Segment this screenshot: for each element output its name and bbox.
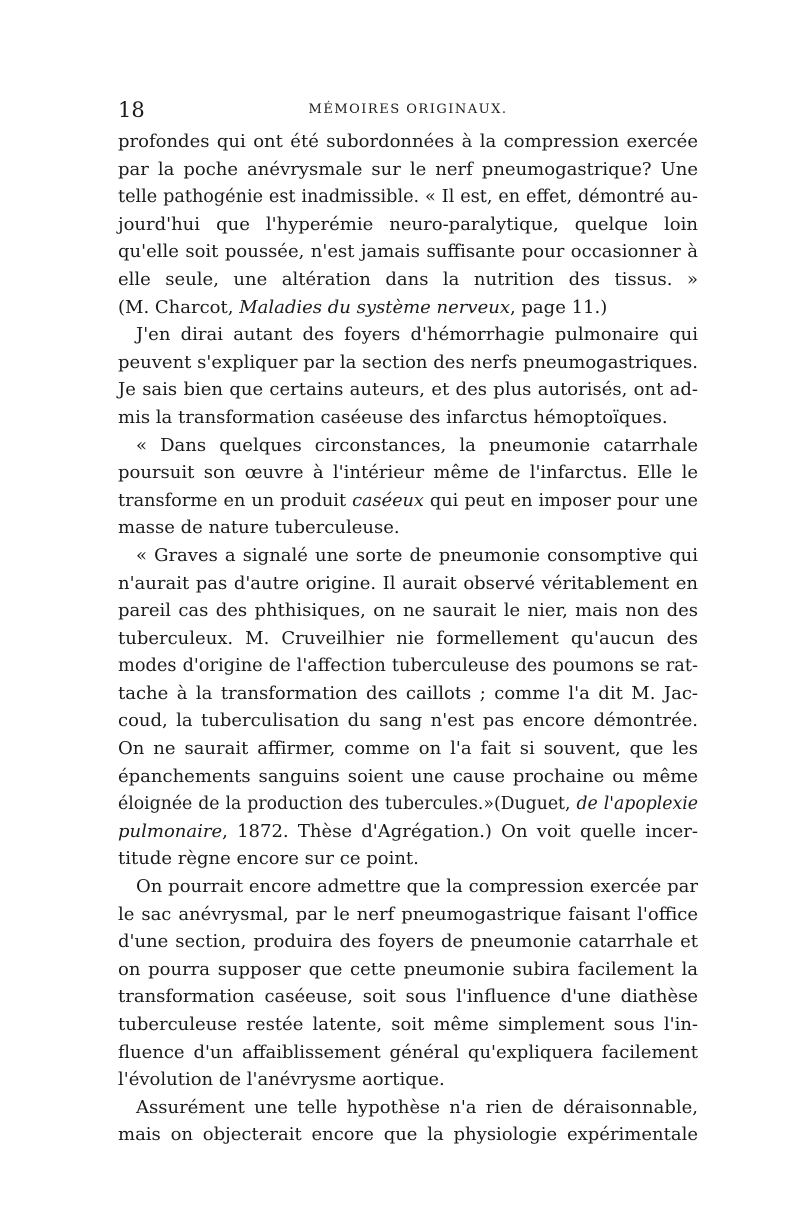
italic-text: caséeux	[352, 490, 424, 511]
line-text: par la poche anévrysmale sur le nerf pneumogastrique? Une	[118, 158, 698, 180]
line-text: (M. Charcot,	[118, 296, 240, 318]
line-text: l'évolution de l'anévrysme aortique.	[118, 1069, 445, 1091]
line-text: profondes qui ont été subordonnées à la compression exercée	[118, 131, 698, 152]
line-text: qui peut en imposer pour une	[423, 490, 698, 511]
line-text: Assurément une telle hypothèse n'a rien de déraisonnable,	[136, 1096, 698, 1118]
line-text: le sac anévrysmal, par le nerf pneumogastrique faisant l'office	[118, 903, 698, 925]
line-text: elle seule, une altération dans la nutrition des tissus. »	[118, 268, 698, 290]
text-line	[118, 459, 698, 487]
line-text: tuberculeux. M. Cruveilhier nie formellement qu'aucun des	[118, 627, 698, 649]
text-line	[118, 294, 698, 322]
text-line	[118, 983, 698, 1011]
line-text: éloignée de la production des tubercules.»(Duguet,	[118, 794, 577, 815]
line-text: modes d'origine de l'affection tuberculeuse des poumons se rat-	[118, 656, 698, 677]
text-line	[118, 570, 698, 598]
text-line	[118, 873, 698, 901]
line-text: épanchements sanguins soient une cause prochaine ou même	[118, 765, 698, 787]
line-text: tache à la transformation des caillots ; comme l'a dit M. Jac-	[118, 682, 698, 704]
line-text: On pourrait encore admettre que la compression exercée par	[136, 876, 698, 898]
text-line	[118, 238, 698, 266]
line-text: , page 11.)	[509, 296, 608, 318]
text-line	[118, 928, 698, 956]
text-line	[118, 818, 698, 846]
line-text: pareil cas des phthisiques, on ne saurait le nier, mais non des	[118, 600, 698, 622]
line-text: coud, la tuberculisation du sang n'est pas encore démontrée.	[118, 710, 698, 732]
text-line	[118, 680, 698, 708]
text-line	[118, 763, 698, 791]
line-text: fluence d'un affaiblissement général qu'expliquera facilement	[118, 1041, 698, 1063]
text-line	[118, 321, 698, 349]
text-line	[118, 845, 698, 873]
text-line	[118, 652, 698, 680]
line-text: peuvent s'expliquer par la section des nerfs pneumogastriques.	[118, 351, 698, 373]
line-text: mais on objecterait encore que la physiologie expérimentale	[118, 1124, 698, 1146]
running-head: MÉMOIRES ORIGINAUX.	[308, 102, 508, 117]
line-text: « Graves a signalé une sorte de pneumonie consomptive qui	[136, 544, 698, 566]
line-text: on pourra supposer que cette pneumonie subira facilement la	[118, 958, 698, 980]
text-line	[118, 211, 698, 239]
text-line	[118, 376, 698, 404]
line-text: transformation caséeuse, soit sous l'influence d'une diathèse	[118, 986, 698, 1008]
line-text: Je sais bien que certains auteurs, et des plus autorisés, ont ad-	[118, 379, 698, 401]
line-text: J'en dirai autant des foyers d'hémorrhagie pulmonaire qui	[136, 324, 698, 346]
line-text: « Dans quelques circonstances, la pneumonie catarrhale	[136, 434, 698, 456]
line-text: masse de nature tuberculeuse.	[118, 517, 400, 539]
text-line	[118, 183, 698, 211]
line-text: poursuit son œuvre à l'intérieur même de l'infarctus. Elle le	[118, 462, 698, 484]
text-line	[118, 404, 698, 432]
text-line	[118, 432, 698, 460]
italic-text: Maladies du système nerveux	[239, 296, 510, 318]
text-line	[118, 514, 698, 542]
line-text: titude règne encore sur ce point.	[118, 848, 419, 870]
page-header	[118, 98, 698, 122]
text-line	[118, 956, 698, 984]
text-line	[118, 487, 698, 515]
italic-text: de l'apoplexie	[576, 794, 698, 815]
text-line	[118, 156, 698, 184]
line-text: transforme en un produit	[118, 490, 353, 511]
page-number: 18	[118, 98, 145, 122]
text-line	[118, 790, 698, 818]
text-line	[118, 542, 698, 570]
text-line	[118, 1066, 698, 1094]
text-line	[118, 735, 698, 763]
text-line	[118, 1094, 698, 1122]
text-line	[118, 707, 698, 735]
line-text: n'aurait pas d'autre origine. Il aurait observé véritablement en	[118, 572, 698, 594]
line-text: jourd'hui que l'hyperémie neuro-paralytique, quelque loin	[118, 213, 698, 235]
text-line	[118, 1121, 698, 1149]
line-text: telle pathogénie est inadmissible. « Il est, en effet, démontré au-	[118, 187, 698, 208]
text-line	[118, 1039, 698, 1067]
italic-text: pulmonaire	[118, 820, 223, 842]
text-line	[118, 128, 698, 156]
text-line	[118, 1011, 698, 1039]
line-text: qu'elle soit poussée, n'est jamais suffisante pour occasionner à	[118, 241, 698, 263]
text-line	[118, 266, 698, 294]
text-line	[118, 597, 698, 625]
line-text: , 1872. Thèse d'Agrégation.) On voit quelle incer-	[222, 820, 698, 842]
line-text: On ne saurait affirmer, comme on l'a fait si souvent, que les	[118, 738, 698, 760]
text-line	[118, 901, 698, 929]
line-text: d'une section, produira des foyers de pneumonie catarrhale et	[118, 931, 698, 953]
text-line	[118, 625, 698, 653]
line-text: tuberculeuse restée latente, soit même simplement sous l'in-	[118, 1014, 698, 1035]
line-text: mis la transformation caséeuse des infarctus hémoptoïques.	[118, 406, 668, 428]
body-text	[118, 128, 698, 1149]
text-line	[118, 349, 698, 377]
